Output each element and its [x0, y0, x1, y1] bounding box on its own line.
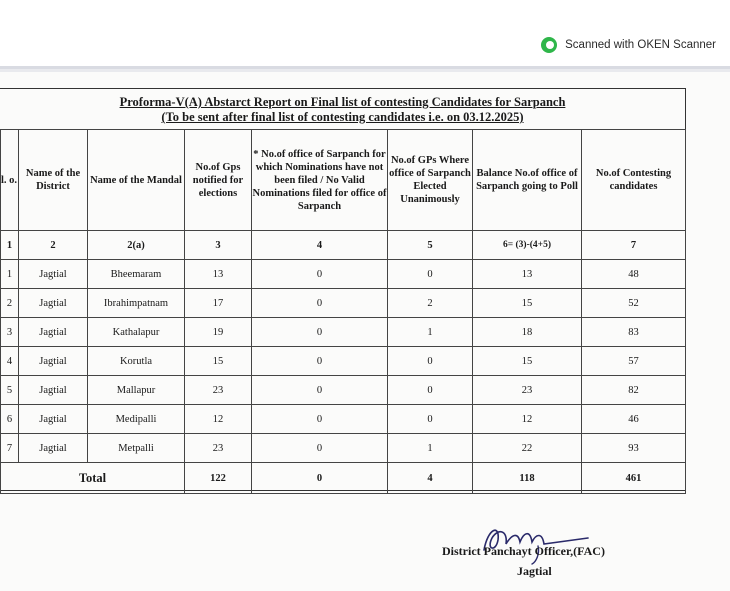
total-unanimous: 4 [388, 463, 473, 494]
row-gps-notified: 12 [185, 405, 252, 434]
row-contesting: 46 [582, 405, 686, 434]
index-cell: 5 [388, 231, 473, 260]
row-mandal: Bheemaram [88, 260, 185, 289]
row-no-nominations: 0 [252, 289, 388, 318]
row-sl-no: 6 [1, 405, 19, 434]
total-row [1, 463, 686, 494]
total-no-nominations: 0 [252, 463, 388, 494]
row-balance: 15 [473, 347, 582, 376]
row-contesting: 83 [582, 318, 686, 347]
row-no-nominations: 0 [252, 260, 388, 289]
row-sl-no: 1 [1, 260, 19, 289]
header-unanimous: No.of GPs Where office of Sarpanch Elected Unanimously [388, 130, 473, 231]
row-contesting: 52 [582, 289, 686, 318]
scanner-badge [541, 37, 716, 53]
row-unanimous: 0 [388, 376, 473, 405]
row-gps-notified: 19 [185, 318, 252, 347]
handwritten-signature-icon [478, 520, 598, 566]
scanner-label: Scanned with OKEN Scanner [565, 39, 716, 51]
row-district: Jagtial [19, 405, 88, 434]
table-row [1, 289, 686, 318]
row-balance: 23 [473, 376, 582, 405]
row-sl-no: 3 [1, 318, 19, 347]
scanner-header-bar [0, 0, 730, 66]
row-mandal: Mallapur [88, 376, 185, 405]
header-gps-notified: No.of Gps notified for elections [185, 130, 252, 231]
row-no-nominations: 0 [252, 405, 388, 434]
index-cell: 6= (3)-(4+5) [473, 231, 582, 260]
row-district: Jagtial [19, 289, 88, 318]
row-district: Jagtial [19, 434, 88, 463]
index-cell: 4 [252, 231, 388, 260]
row-balance: 18 [473, 318, 582, 347]
total-contesting: 461 [582, 463, 686, 494]
row-gps-notified: 17 [185, 289, 252, 318]
header-district: Name of the District [19, 130, 88, 231]
row-gps-notified: 23 [185, 434, 252, 463]
column-index-row [1, 231, 686, 260]
table-row [1, 347, 686, 376]
row-mandal: Ibrahimpatnam [88, 289, 185, 318]
row-mandal: Kathalapur [88, 318, 185, 347]
row-unanimous: 0 [388, 260, 473, 289]
table-row [1, 260, 686, 289]
report-frame [0, 88, 686, 491]
row-balance: 13 [473, 260, 582, 289]
row-mandal: Metpalli [88, 434, 185, 463]
row-district: Jagtial [19, 260, 88, 289]
row-mandal: Korutla [88, 347, 185, 376]
header-balance: Balance No.of office of Sarpanch going to Poll [473, 130, 582, 231]
index-cell: 3 [185, 231, 252, 260]
signatory-place: Jagtial [517, 564, 552, 578]
row-district: Jagtial [19, 318, 88, 347]
row-contesting: 82 [582, 376, 686, 405]
total-balance: 118 [473, 463, 582, 494]
report-title-line1: Proforma-V(A) Abstarct Report on Final list of contesting Candidates for Sarpanch [119, 95, 566, 109]
row-no-nominations: 0 [252, 434, 388, 463]
total-label: Total [1, 463, 185, 494]
signatory-title: District Panchayt Officer,(FAC) [442, 544, 605, 558]
row-no-nominations: 0 [252, 318, 388, 347]
row-sl-no: 5 [1, 376, 19, 405]
table-row [1, 405, 686, 434]
table-row [1, 434, 686, 463]
candidates-table [0, 129, 686, 494]
table-row [1, 318, 686, 347]
table-row [1, 376, 686, 405]
row-contesting: 93 [582, 434, 686, 463]
header-divider [0, 66, 730, 69]
index-cell: 2(a) [88, 231, 185, 260]
oken-logo-icon [541, 37, 557, 53]
index-cell: 1 [1, 231, 19, 260]
row-gps-notified: 13 [185, 260, 252, 289]
row-district: Jagtial [19, 376, 88, 405]
report-title-line2: (To be sent after final list of contesting candidates i.e. on 03.12.2025) [161, 110, 524, 124]
index-cell: 2 [19, 231, 88, 260]
row-balance: 12 [473, 405, 582, 434]
row-no-nominations: 0 [252, 347, 388, 376]
row-gps-notified: 15 [185, 347, 252, 376]
row-district: Jagtial [19, 347, 88, 376]
row-unanimous: 1 [388, 318, 473, 347]
row-gps-notified: 23 [185, 376, 252, 405]
row-mandal: Medipalli [88, 405, 185, 434]
row-balance: 15 [473, 289, 582, 318]
row-no-nominations: 0 [252, 376, 388, 405]
row-unanimous: 1 [388, 434, 473, 463]
total-gps-notified: 122 [185, 463, 252, 494]
header-no-nominations: * No.of office of Sarpanch for which Nominations have not been filed / No Valid Nominations filed for office of Sarpanch [252, 130, 388, 231]
row-unanimous: 0 [388, 347, 473, 376]
row-unanimous: 0 [388, 405, 473, 434]
row-contesting: 57 [582, 347, 686, 376]
header-contesting: No.of Contesting candidates [582, 130, 686, 231]
row-contesting: 48 [582, 260, 686, 289]
header-mandal: Name of the Mandal [88, 130, 185, 231]
index-cell: 7 [582, 231, 686, 260]
header-sl-no: l. o. [1, 130, 19, 231]
row-sl-no: 4 [1, 347, 19, 376]
signature-block [430, 520, 690, 584]
table-header-row [1, 130, 686, 231]
row-sl-no: 2 [1, 289, 19, 318]
row-unanimous: 2 [388, 289, 473, 318]
row-sl-no: 7 [1, 434, 19, 463]
report-title [0, 89, 685, 129]
row-balance: 22 [473, 434, 582, 463]
